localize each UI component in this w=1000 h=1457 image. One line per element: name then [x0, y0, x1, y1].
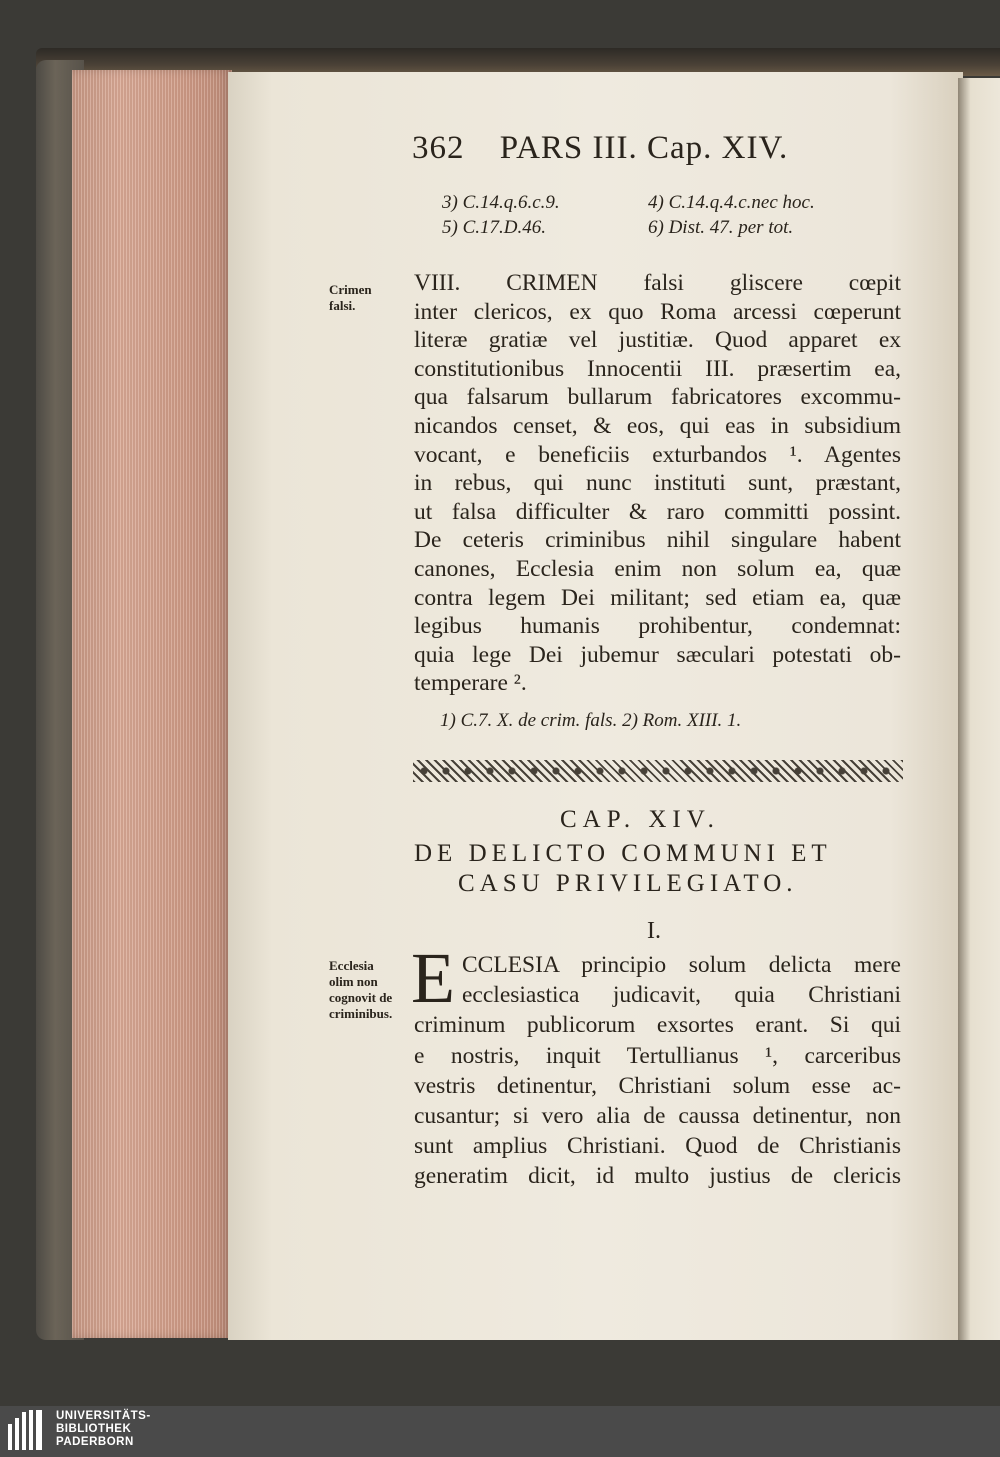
text-line: e nostris, inquit Tertullianus ¹, carceribus: [414, 1042, 901, 1069]
text-line: in rebus, qui nunc instituti sunt, præstant,: [414, 470, 901, 497]
chapter-title-line-2: CASU PRIVILEGIATO.: [458, 870, 798, 897]
library-name-line-1: UNIVERSITÄTS-: [56, 1410, 151, 1422]
text-line: temperare ².: [414, 670, 527, 697]
footnote-3: 3) C.14.q.6.c.9.: [442, 192, 560, 213]
text-line: contra legem Dei militant; sed etiam ea, quæ: [414, 584, 901, 611]
running-title: PARS III. Cap. XIV.: [499, 130, 789, 166]
text-line: generatim dicit, id multo justius de clericis: [414, 1163, 901, 1190]
text-line: vestris detinentur, Christiani solum esse ac-: [414, 1072, 901, 1099]
footnote-6: 6) Dist. 47. per tot.: [648, 217, 794, 238]
text-line: vocant, e beneficiis exturbandos ¹. Agentes: [414, 441, 901, 468]
text-line: De ceteris criminibus nihil singulare habent: [414, 527, 901, 554]
text-line: qua falsarum bullarum fabricatores excommu-: [414, 384, 901, 411]
footnote-5: 5) C.17.D.46.: [442, 217, 546, 238]
text-line: constitutionibus Innocentii III. præsertim ea,: [414, 355, 901, 382]
footnote-4: 4) C.14.q.4.c.nec hoc.: [648, 192, 815, 213]
footnotes-viii: 1) C.7. X. de crim. fals. 2) Rom. XIII. 1.: [440, 710, 742, 731]
drop-cap: E: [411, 938, 455, 1018]
text-line: nicandos censet, & eos, qui eas in subsidium: [414, 413, 901, 439]
text-line: VIII. CRIMEN falsi gliscere cœpit: [414, 270, 901, 296]
text-line: inter clericos, ex quo Roma arcessi cœperunt: [414, 298, 901, 325]
text-line: literæ gratiæ vel justitiæ. Quod apparet ex: [414, 327, 901, 354]
margin-note-ecclesia: Ecclesia olim non cognovit de criminibus.: [329, 958, 393, 1021]
section-numeral: I.: [647, 918, 661, 944]
text-line: canones, Ecclesia enim non solum ea, quæ: [414, 556, 901, 582]
page-number: 362: [412, 130, 465, 166]
margin-note-crimen-falsi: Crimen falsi.: [329, 282, 372, 313]
library-name: [56, 1410, 151, 1449]
facing-page-edge: [958, 78, 1000, 1340]
page-edges: [72, 70, 232, 1338]
text-line: criminum publicorum exsortes erant. Si qui: [414, 1012, 901, 1039]
running-header: [412, 130, 788, 167]
library-logo-icon: [8, 1410, 44, 1450]
library-name-line-3: PADERBORN: [56, 1436, 134, 1448]
text-line: legibus humanis prohibentur, condemnat:: [414, 613, 901, 640]
library-name-line-2: BIBLIOTHEK: [56, 1423, 132, 1435]
text-line: cusantur; si vero alia de caussa detinentur, non: [414, 1103, 901, 1129]
chapter-title-line-1: DE DELICTO COMMUNI ET: [414, 840, 832, 867]
ornamental-divider: [413, 760, 903, 782]
text-line: quia lege Dei jubemur sæculari potestati ob-: [414, 641, 901, 668]
text-line: sunt amplius Christiani. Quod de Christianis: [414, 1133, 901, 1160]
text-line: CCLESIA principio solum delicta mere: [462, 952, 901, 978]
chapter-number: CAP. XIV.: [560, 806, 720, 833]
text-line: ecclesiastica judicavit, quia Christiani: [462, 982, 901, 1009]
text-line: ut falsa difficulter & raro committi possint.: [414, 498, 901, 525]
